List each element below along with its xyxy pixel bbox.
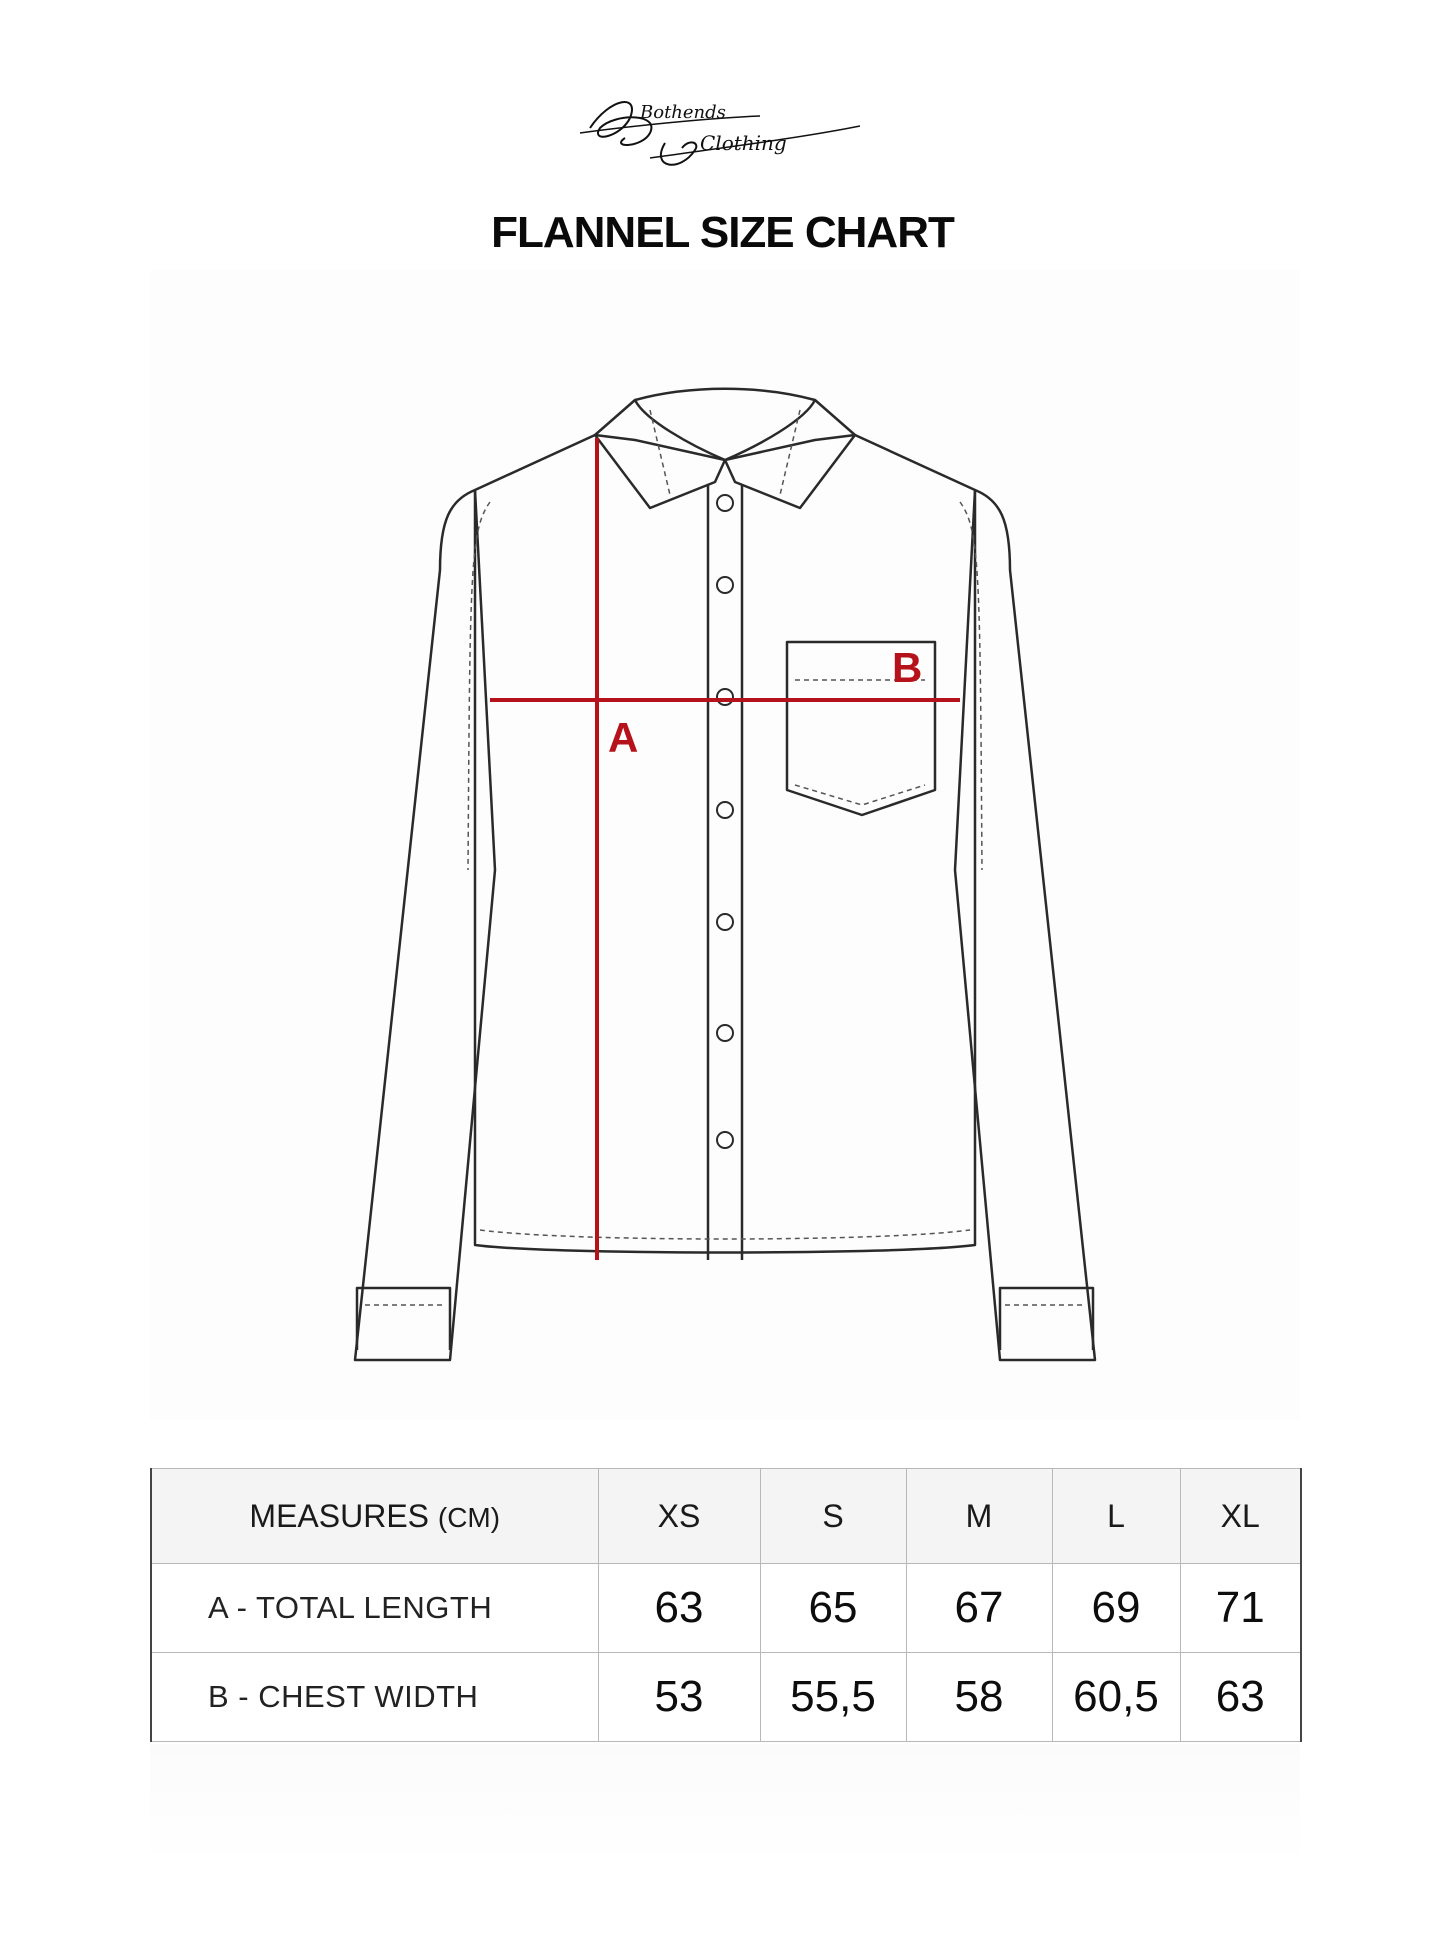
shirt-body [475,435,975,1253]
cell-value: 60,5 [1052,1653,1180,1742]
header-measures [151,1469,598,1564]
button-5 [717,914,733,930]
label-a: A [608,714,639,761]
measures-label: MEASURES [249,1497,429,1534]
row-label-chest-width: B - CHEST WIDTH [151,1653,598,1742]
size-table-container [150,1468,1300,1744]
collar [595,389,855,508]
header-size-xl: XL [1180,1469,1301,1564]
table-row [151,1653,1301,1742]
button-3 [717,689,733,705]
cell-value: 55,5 [760,1653,906,1742]
button-7 [717,1132,733,1148]
size-table [150,1468,1302,1742]
unit-label: (CM) [437,1501,501,1533]
page-title: FLANNEL SIZE CHART [491,208,954,257]
label-b: B [892,644,923,691]
bottom-background [150,1744,1300,1864]
button-2 [717,577,733,593]
header-size-l: L [1052,1469,1180,1564]
row-label-total-length: A - TOTAL LENGTH [151,1564,598,1653]
cell-value: 65 [760,1564,906,1653]
brand-logo [570,88,870,178]
button-6 [717,1025,733,1041]
header-size-m: M [906,1469,1052,1564]
logo-line1: Bothends [640,102,726,123]
cell-value: 58 [906,1653,1052,1742]
table-row [151,1564,1301,1653]
cell-value: 71 [1180,1564,1301,1653]
header-size-s: S [760,1469,906,1564]
cell-value: 63 [598,1564,760,1653]
cell-value: 63 [1180,1653,1301,1742]
button-4 [717,802,733,818]
table-header-row [151,1469,1301,1564]
cell-value: 53 [598,1653,760,1742]
logo-line2: Clothing [700,131,787,155]
cell-value: 69 [1052,1564,1180,1653]
shirt-outline-icon [150,270,1300,1420]
button-1 [717,495,733,511]
header-size-xs: XS [598,1469,760,1564]
measurement-diagram [150,270,1300,1420]
cell-value: 67 [906,1564,1052,1653]
